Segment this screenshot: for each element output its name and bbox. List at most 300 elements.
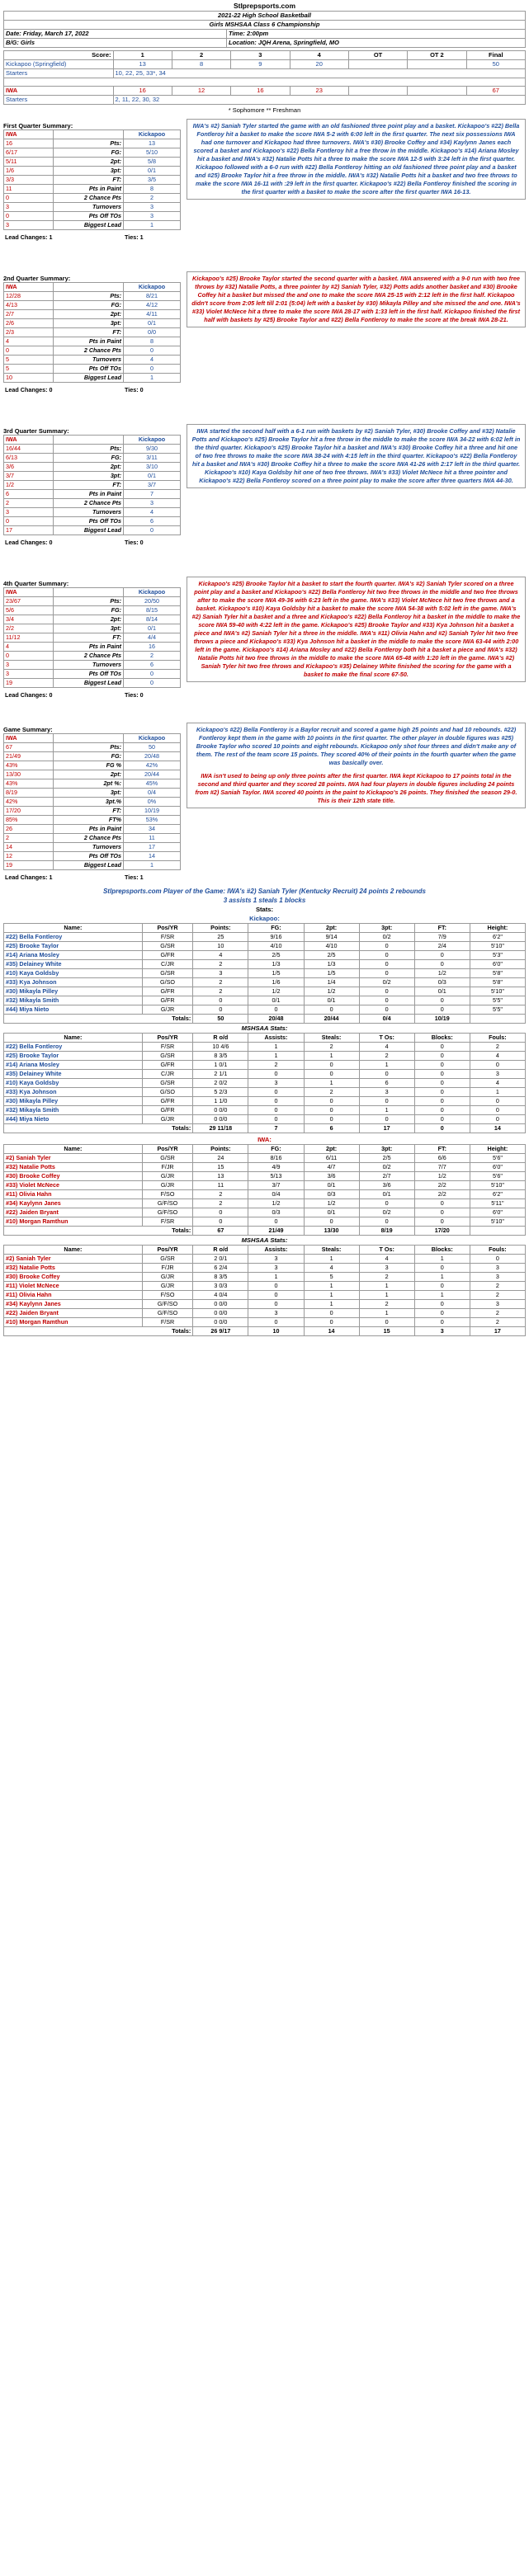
narrative-text-2: IWA isn't used to being up only three points after the first quarter. IWA kept Kickapoo to 17 points total in the second and third quarter and they scored 28 points. IWA had four players in double figures including 24 points from #2) Saniah Taylor. IWA scored 40 points in the paint to Kickapoo's 26 points. They finished the season 29-0. This is their 12th state title.: [195, 772, 517, 804]
stat-label: Pts in Paint: [54, 185, 124, 194]
box-header-row: [4, 1145, 526, 1154]
stat-header-row: [4, 734, 181, 743]
player-stat: 0: [304, 1070, 359, 1079]
stat-row: [4, 463, 181, 472]
stat-row: [4, 615, 181, 624]
player-stat: 2/4: [414, 942, 470, 951]
kickapoo-stat-value: 8/21: [124, 292, 181, 301]
stat-label: Pts in Paint: [54, 337, 124, 346]
box-header-cell: Height:: [470, 1145, 525, 1154]
away-period-score: 12: [172, 87, 230, 96]
player-name: #11) Violet McNece: [4, 1282, 143, 1291]
player-stat: F/SR: [142, 1043, 193, 1052]
kickapoo-stat-value: 4: [124, 356, 181, 365]
player-row: [4, 1255, 526, 1264]
quarter-title: 2nd Quarter Summary:: [3, 275, 71, 282]
stat-label: Biggest Lead: [54, 374, 124, 383]
player-stat: 0: [304, 1318, 359, 1327]
totals-value: 8/19: [359, 1227, 414, 1236]
iwa-stat-value: 16/44: [4, 445, 54, 454]
player-stat: 5'10": [470, 1181, 525, 1190]
player-stat: G/JR: [142, 1172, 193, 1181]
player-stat: 1: [248, 1043, 304, 1052]
player-stat: G/F/SO: [142, 1300, 193, 1309]
player-name: #25) Brooke Taylor: [4, 1052, 143, 1061]
player-stat: 1/3: [304, 960, 359, 969]
narrative-text: Kickapoo's #22) Bella Fontleroy is a Baylor recruit and scored a game high 25 points and had 10 rebounds. #22) Fontleroy kept them in the game with 10 points in the first quarter. The other player in double figures was #25) Brooke Taylor who scored 10 points and eight rebounds. Kickapoo only shot four threes and didn't make any of them. The rest of the team score 15 points. They scored 40% of their points in the fourth quarter when the game was basically over.: [196, 726, 517, 766]
kickapoo-stat-value: 0%: [124, 798, 181, 807]
game-info-table: [3, 11, 526, 48]
player-row: [4, 1181, 526, 1190]
stat-label: Turnovers: [54, 661, 124, 670]
player-stat: 1/3: [248, 960, 304, 969]
stat-label: FG:: [54, 301, 124, 310]
lead-changes: Lead Changes: 1: [5, 233, 53, 241]
quarter-title: 3rd Quarter Summary:: [3, 427, 69, 435]
player-stat: 3/6: [304, 1172, 359, 1181]
player-name: #10) Morgan Ramthun: [4, 1217, 143, 1227]
player-stat: 0: [470, 1115, 525, 1124]
player-stat: 0: [414, 1208, 470, 1217]
stat-label: Turnovers: [54, 203, 124, 212]
player-stat: 6: [359, 1079, 414, 1088]
player-stat: G/F/SO: [142, 1199, 193, 1208]
stat-row: [4, 212, 181, 221]
event-name: 2021-22 High School Basketball: [4, 12, 526, 21]
box-header-cell: Assists:: [248, 1246, 304, 1255]
player-stat: 0: [414, 1005, 470, 1015]
player-stat: 8 3/5: [193, 1273, 248, 1282]
player-stat: 4: [304, 1264, 359, 1273]
stat-label: Pts Off TOs: [54, 365, 124, 374]
iwa-stat-value: 13/30: [4, 770, 54, 779]
stat-label: Pts in Paint: [54, 825, 124, 834]
kickapoo-stat-value: 5/10: [124, 148, 181, 158]
away-starters: 2, 11, 22, 30, 32: [113, 96, 525, 105]
player-stat: 1/2: [414, 1172, 470, 1181]
totals-value: 13/30: [304, 1227, 359, 1236]
player-stat: 1/2: [248, 1199, 304, 1208]
quarter-title: First Quarter Summary:: [3, 122, 73, 130]
iwa-stat-value: 0: [4, 652, 54, 661]
player-stat: 0/3: [414, 978, 470, 987]
iwa-stat-value: 0: [4, 346, 54, 356]
stat-row: [4, 194, 181, 203]
score-header-cell: 4: [290, 51, 348, 60]
narrative-text: IWA's #2) Saniah Tyler started the game with an old fashioned three point play and a basket. Kickapoo's #22) Bella Fontleroy hit a basket to make the score IWA 5-2 with 6:00 left in the first quarter. The next six possessions IWA had one turnover and Kickapoo had three turnovers. IWA's #30) Brooke Coffey and #34) Kaylynn Janes each scored a basket and Kickapoo's #22) Bella Fontleroy hit a free throw in the middle. Kickapoo's #14) Ariana Mosley hit a basket and IWA's #32) Natalie Potts hit a three to make the score IWA 12-5 with 3:24 left in the first quarter. Kickapoo followed with a 6-0 run with #22) Bella Fontleroy hitting an old fashioned three point play and a basket and #25) Brooke Taylor hit a free throw in the middle. IWA's #32) Natalie Potts hit a basket and two free throws to make the score IWA 16-11 with :29 left in the first quarter. Kickapoo's #22) Bella Fontleroy finished the scoring in the first quarter with a basket to make the score after the first quarter IWA 16-13.: [192, 122, 520, 195]
stat-row: [4, 633, 181, 643]
kickapoo-label: Kickapoo: [124, 436, 181, 445]
player-row: [4, 1088, 526, 1097]
iwa-stat-value: 42%: [4, 798, 54, 807]
player-stat: 5'10": [470, 1217, 525, 1227]
stat-label: 2 Chance Pts: [54, 346, 124, 356]
player-stat: 0: [470, 1061, 525, 1070]
player-name: #44) Miya Nieto: [4, 1005, 143, 1015]
stat-row: [4, 606, 181, 615]
player-stat: G/FR: [142, 996, 193, 1005]
player-stat: 3: [248, 1079, 304, 1088]
totals-label: Totals:: [4, 1327, 193, 1336]
player-stat: 5'8": [470, 978, 525, 987]
away-period-score: [348, 87, 407, 96]
player-stat: 0/3: [304, 1190, 359, 1199]
player-row: [4, 1309, 526, 1318]
player-name: #32) Mikayla Smith: [4, 1106, 143, 1115]
home-period-score: 9: [231, 60, 290, 69]
kickapoo-stat-value: 6: [124, 661, 181, 670]
iwa-stat-value: 8/19: [4, 789, 54, 798]
box-header-cell: T Os:: [359, 1034, 414, 1043]
stat-row: [4, 499, 181, 508]
player-stat: 1: [304, 1300, 359, 1309]
iwa-label: IWA: [4, 436, 54, 445]
player-stat: 2: [193, 987, 248, 996]
home-starters-label: Starters: [4, 69, 114, 78]
kickapoo-stat-value: 45%: [124, 779, 181, 789]
stat-label: Turnovers: [54, 508, 124, 517]
lead-row: [3, 386, 181, 394]
player-stat: 0: [414, 1106, 470, 1115]
iwa-mshsaa-table: [3, 1245, 526, 1336]
player-stat: 5'8": [470, 969, 525, 978]
player-stat: G/F/SO: [142, 1309, 193, 1318]
spacer-cell: [4, 78, 526, 87]
score-header-cell: 1: [113, 51, 172, 60]
stat-row: [4, 176, 181, 185]
player-name: #10) Kaya Goldsby: [4, 1079, 143, 1088]
narrative-text: Kickapoo's #25) Brooke Taylor started the second quarter with a basket. IWA answered with a 9-0 run with two free throws by #32) Natalie Potts, a three pointer by #2) Saniah Tyler, #32) Potts adds another basket and #30) Brooke Coffey hit a basket but missed the and one to make the score IWA 25-15 with 2:12 left in the first half. Kickapoo didn't score from 2:05 left till 2:01 (5:04) left with a basket by #30) Mikayla Pilley and she missed the and one. IWA's #33) Violet McNece hit a three to make the score IWA 28-17 with 1:33 left in the first half. Kickapoo finished the first half with baskets by #25) Brooke Taylor and #22) Bella Fontleroy to make the score at the break IWA 28-21.: [191, 275, 521, 323]
player-stat: 2: [193, 960, 248, 969]
stat-label-blank: [54, 130, 124, 139]
player-stat: 3: [470, 1273, 525, 1282]
kickapoo-stat-value: 4/4: [124, 633, 181, 643]
player-stat: G/SR: [142, 1154, 193, 1163]
iwa-stat-value: 2/3: [4, 328, 54, 337]
stat-row: [4, 779, 181, 789]
player-stat: G/FR: [142, 987, 193, 996]
stat-row: [4, 508, 181, 517]
player-stat: 0: [359, 951, 414, 960]
stat-label: Turnovers: [54, 843, 124, 852]
iwa-stat-value: 3: [4, 661, 54, 670]
box-header-cell: 2pt:: [304, 924, 359, 933]
lead-changes: Lead Changes: 1: [5, 874, 53, 881]
stat-row: [4, 337, 181, 346]
player-stat: 5'5": [470, 1005, 525, 1015]
iwa-stat-value: 85%: [4, 816, 54, 825]
player-stat: 3: [248, 1309, 304, 1318]
stat-row: [4, 670, 181, 679]
iwa-stat-value: 6/13: [4, 454, 54, 463]
player-stat: 0: [414, 1309, 470, 1318]
player-stat: F/JR: [142, 1264, 193, 1273]
iwa-stat-value: 2: [4, 499, 54, 508]
away-period-score: 23: [290, 87, 348, 96]
totals-value: 7: [248, 1124, 304, 1133]
player-stat: 3 0/3: [193, 1282, 248, 1291]
player-stat: 6/6: [414, 1154, 470, 1163]
player-stat: 7/7: [414, 1163, 470, 1172]
iwa-stat-value: 2/6: [4, 319, 54, 328]
stat-label: FG:: [54, 606, 124, 615]
player-stat: 0: [414, 960, 470, 969]
score-header-row: [4, 51, 526, 60]
stat-label: Pts Off TOs: [54, 212, 124, 221]
kickapoo-stat-value: 53%: [124, 816, 181, 825]
player-stat: 2: [470, 1282, 525, 1291]
player-stat: 2/2: [414, 1181, 470, 1190]
player-stat: 0 0/0: [193, 1318, 248, 1327]
player-stat: 0/4: [248, 1190, 304, 1199]
stat-row: [4, 139, 181, 148]
player-stat: 0: [414, 1282, 470, 1291]
totals-value: 20/48: [248, 1015, 304, 1024]
stat-label: FT:: [54, 633, 124, 643]
kickapoo-label: Kickapoo: [124, 588, 181, 597]
player-stat: 2: [470, 1309, 525, 1318]
box-header-cell: R o/d: [193, 1034, 248, 1043]
home-period-score: 20: [290, 60, 348, 69]
kickapoo-stat-value: 20/50: [124, 597, 181, 606]
player-stat: 1: [304, 1282, 359, 1291]
player-stat: 3: [248, 1264, 304, 1273]
player-row: [4, 1217, 526, 1227]
player-stat: 8/16: [248, 1154, 304, 1163]
kickapoo-stat-value: 0: [124, 670, 181, 679]
player-stat: 0: [414, 1199, 470, 1208]
iwa-stat-value: 2/2: [4, 624, 54, 633]
player-stat: 0: [359, 969, 414, 978]
player-stat: 2: [470, 1318, 525, 1327]
player-stat: 1 1/0: [193, 1097, 248, 1106]
player-name: #33) Kya Johnson: [4, 1088, 143, 1097]
player-stat: C/JR: [142, 1070, 193, 1079]
stat-row: [4, 167, 181, 176]
kickapoo-stat-value: 0/0: [124, 328, 181, 337]
stat-row: [4, 597, 181, 606]
kickapoo-stat-value: 3: [124, 499, 181, 508]
stat-label: 2pt:: [54, 770, 124, 779]
player-stat: 1: [248, 1052, 304, 1061]
iwa-stat-value: 1/6: [4, 167, 54, 176]
player-stat: 1/2: [414, 969, 470, 978]
player-stat: 1/4: [304, 978, 359, 987]
player-stat: 4 0/4: [193, 1291, 248, 1300]
iwa-stat-value: 3/6: [4, 463, 54, 472]
player-name: #33) Violet McNece: [4, 1181, 143, 1190]
kickapoo-stat-value: 20/44: [124, 770, 181, 779]
box-header-cell: Pos/YR: [142, 1246, 193, 1255]
iwa-stat-value: 10: [4, 374, 54, 383]
player-name: #44) Miya Nieto: [4, 1115, 143, 1124]
lead-changes-table: [3, 539, 181, 547]
stat-label: Pts:: [54, 445, 124, 454]
player-stat: G/FR: [142, 1097, 193, 1106]
stat-row: [4, 789, 181, 798]
player-row: [4, 1043, 526, 1052]
player-stat: 2: [193, 1199, 248, 1208]
player-stat: 0: [414, 1217, 470, 1227]
player-row: [4, 1190, 526, 1199]
stat-label: Biggest Lead: [54, 526, 124, 535]
player-row: [4, 1273, 526, 1282]
site-title: Stlprepsports.com: [233, 2, 296, 10]
stat-label: 3pt:: [54, 319, 124, 328]
stat-label: Pts:: [54, 597, 124, 606]
player-stat: 4: [470, 1052, 525, 1061]
player-stat: 6'0": [470, 1163, 525, 1172]
totals-row: [4, 1124, 526, 1133]
totals-value: 26 9/17: [193, 1327, 248, 1336]
iwa-label: IWA: [4, 283, 54, 292]
home-starters: 10, 22, 25, 33*, 34: [113, 69, 525, 78]
player-stat: 4: [193, 951, 248, 960]
away-score-row: [4, 87, 526, 96]
player-stat: 1: [414, 1255, 470, 1264]
stat-label: Pts Off TOs: [54, 517, 124, 526]
stat-label: Pts in Paint: [54, 643, 124, 652]
player-stat: F/SR: [142, 1217, 193, 1227]
potg-line-1: Stlprepsports.com Player of the Game: IWA's #2) Saniah Tyler (Kentucky Recruit) 24 points 2 rebounds: [102, 888, 427, 895]
totals-value: 15: [359, 1327, 414, 1336]
iwa-stat-value: 3/4: [4, 615, 54, 624]
player-stat: 0: [359, 942, 414, 951]
player-stat: G/SR: [142, 1052, 193, 1061]
score-header-cell: 3: [231, 51, 290, 60]
game-level: B/G: Girls: [4, 39, 227, 48]
stat-label: Pts:: [54, 139, 124, 148]
iwa-stat-value: 4: [4, 337, 54, 346]
player-stat: 0/1: [304, 996, 359, 1005]
totals-value: 0: [414, 1124, 470, 1133]
player-stat: 0 0/0: [193, 1115, 248, 1124]
stat-row: [4, 661, 181, 670]
player-stat: 0: [414, 1264, 470, 1273]
quarter-narrative: [187, 271, 526, 327]
player-stat: 0: [359, 987, 414, 996]
player-stat: 0/2: [359, 1163, 414, 1172]
away-period-score: 16: [113, 87, 172, 96]
player-row: [4, 1208, 526, 1217]
player-stat: 0: [304, 1217, 359, 1227]
player-stat: F/SR: [142, 1318, 193, 1327]
iwa-stat-value: 19: [4, 861, 54, 870]
quarter-section: [3, 427, 526, 547]
stat-label: 2pt:: [54, 463, 124, 472]
player-stat: 4/10: [248, 942, 304, 951]
player-stat: 2: [193, 978, 248, 987]
box-header-cell: Fouls:: [470, 1034, 525, 1043]
player-stat: 15: [193, 1163, 248, 1172]
iwa-stat-value: 6/17: [4, 148, 54, 158]
player-stat: 1: [304, 1079, 359, 1088]
score-header-cell: OT 2: [408, 51, 466, 60]
player-row: [4, 1052, 526, 1061]
stats-caption: Stats:: [255, 906, 274, 913]
box-header-cell: Name:: [4, 924, 143, 933]
player-stat: 6'2": [470, 1190, 525, 1199]
player-stat: 9/16: [248, 933, 304, 942]
stat-label: Pts:: [54, 292, 124, 301]
stat-label: FG:: [54, 752, 124, 761]
home-score-row: [4, 60, 526, 69]
stat-row: [4, 148, 181, 158]
kickapoo-stat-value: 10/19: [124, 807, 181, 816]
stat-header-row: [4, 588, 181, 597]
player-stat: G/F/SO: [142, 1208, 193, 1217]
home-period-score: 13: [113, 60, 172, 69]
player-stat: G/SO: [142, 978, 193, 987]
player-stat: 0: [304, 1097, 359, 1106]
stat-label: 3pt:: [54, 624, 124, 633]
stat-label: Biggest Lead: [54, 679, 124, 688]
kickapoo-stat-value: 1: [124, 861, 181, 870]
stat-label-blank: [54, 436, 124, 445]
player-stat: 2/2: [414, 1190, 470, 1199]
player-stat: 6 2/4: [193, 1264, 248, 1273]
box-header-cell: Pos/YR: [142, 1145, 193, 1154]
totals-value: 17: [470, 1327, 525, 1336]
player-stat: 0: [414, 1079, 470, 1088]
stat-label: Pts:: [54, 743, 124, 752]
kickapoo-stat-value: 50: [124, 743, 181, 752]
ties: Ties: 0: [125, 386, 144, 393]
box-header-cell: Pos/YR: [142, 1034, 193, 1043]
iwa-stat-value: 14: [4, 843, 54, 852]
player-stat: 5'10": [470, 942, 525, 951]
stat-label: 3pt.%: [54, 798, 124, 807]
player-stat: 10 4/6: [193, 1043, 248, 1052]
player-stat: 5'5": [470, 996, 525, 1005]
player-row: [4, 933, 526, 942]
home-period-score: 8: [172, 60, 230, 69]
player-name: #34) Kaylynn Janes: [4, 1199, 143, 1208]
kickapoo-stat-value: 17: [124, 843, 181, 852]
player-stat: 2/7: [359, 1172, 414, 1181]
player-stat: 1/2: [248, 987, 304, 996]
iwa-stat-value: 3: [4, 670, 54, 679]
stat-row: [4, 292, 181, 301]
iwa-stat-value: 67: [4, 743, 54, 752]
game-title: Girls MSHSAA Class 6 Championship: [4, 21, 526, 30]
player-stat: 0: [248, 1106, 304, 1115]
score-table: [3, 50, 526, 105]
stat-row: [4, 472, 181, 481]
kickapoo-stat-value: 6: [124, 517, 181, 526]
player-stat: 0: [359, 996, 414, 1005]
player-stat: 0: [304, 1061, 359, 1070]
stat-label: 3pt:: [54, 472, 124, 481]
player-stat: 6'0": [470, 960, 525, 969]
player-name: #35) Delainey White: [4, 1070, 143, 1079]
box-header-row: [4, 1246, 526, 1255]
box-header-cell: Steals:: [304, 1246, 359, 1255]
player-stat: 0: [414, 1070, 470, 1079]
box-header-cell: Height:: [470, 924, 525, 933]
player-stat: 0: [304, 1106, 359, 1115]
stat-row: [4, 158, 181, 167]
totals-value: [470, 1015, 525, 1024]
kickapoo-label: Kickapoo: [124, 283, 181, 292]
player-stat: F/SO: [142, 1190, 193, 1199]
stat-row: [4, 319, 181, 328]
stat-row: [4, 825, 181, 834]
player-stat: 2: [359, 1300, 414, 1309]
totals-value: 3: [414, 1327, 470, 1336]
player-stat: 2 0/1: [193, 1255, 248, 1264]
player-stat: 5: [304, 1273, 359, 1282]
